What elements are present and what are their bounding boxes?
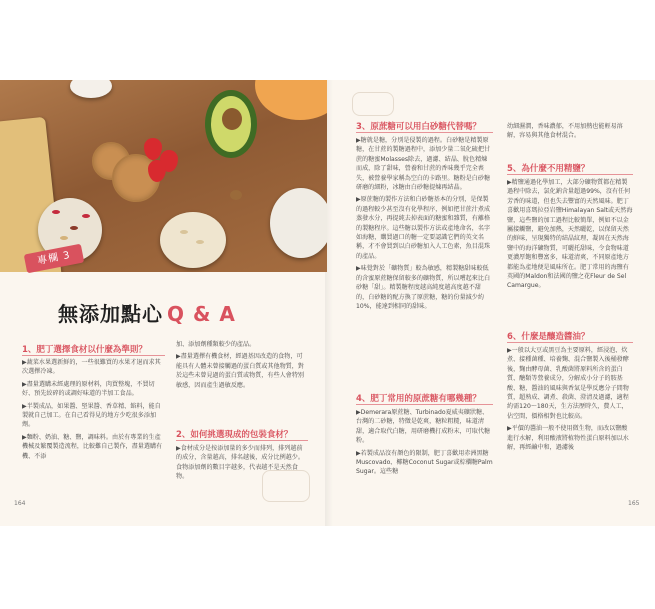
strawberry <box>148 160 166 182</box>
page-number-left: 164 <box>14 500 26 507</box>
question-4-body <box>356 408 493 477</box>
question-3-body <box>356 136 493 311</box>
column-badge: 專欄 3 <box>24 244 85 274</box>
page-number-right: 165 <box>628 500 640 507</box>
question-4-continued <box>507 122 633 141</box>
paragraph: ▶一般以大豆或黑豆為主要原料，經浸泡、炊煮、接種菌種、培養麴、混合鹽製入後桶發酵後，麴由酵母菌、乳酸菌將原料所含的蛋白質、醣類等營養成分，分解成小分子的胺基酸、糖，醬油的風味與香氣是學反應分子間物質，超熟成、調煮、殺菌、澄清及過濾，適程約需120～180天，生方法歷時久，費人工，佔空間，價格相對也比較高。 <box>507 347 629 420</box>
heading-divider <box>356 404 493 405</box>
seed-bowl <box>70 80 112 98</box>
melon-slice <box>255 80 327 120</box>
paragraph: ▶半製成品，如果醬、堅果醬、香草精、餡料，能自製就自己加工。在自己看得見的地方少吃很多添加劑。 <box>22 402 161 429</box>
question-3-heading: 3、原蔗糖可以用白砂糖代替嗎？ <box>356 122 481 132</box>
paragraph: ▶味覺對於「礦物質」較為敏感，精製糖甜味較低的含蜜原蔗糖保留較多的礦物質，所以嚐起來比白砂糖「甜」。精製糖程度越高純度越高度越不甜的，白砂糖的配方換了原蔗糖，糖的份量減少約10%，能達到相同的甜味。 <box>356 265 491 310</box>
cranberry <box>52 210 60 214</box>
sunflower-seed <box>196 240 204 244</box>
avocado-pit <box>222 108 242 130</box>
question-6-body <box>507 346 633 452</box>
paragraph: ▶精鹽通過化學加工，大部分礦物質都在精製過程中除去，氯化鈉含量超過99%，沒有任何芳香的味道，但也失去豐富的天然風味。肥丁喜歡用喜瑪拉亞岩鹽Himalayan Salt或天然海鹽，這些鹽的加工過程比較簡單，例如不以金屬接觸鹽，避免加熱，天然曬乾，以保留天然的鮮味，呈現獨特的結晶紋理，凝固在天然海鹽中的海洋礦物質，可曬托甜味，令食物味道更濃厚飽和豐富多，味道清爽，不同原產地方都能為產地便是風味所在。肥丁常用的海鹽有英國的Maldon和法國的鹽之花Fleur de Sel Camargue。 <box>507 179 633 290</box>
heading-divider <box>176 440 308 441</box>
paragraph: ▶糖就是糖，分別是侵製的過程。白砂糖是精製原糖，在甘蔗的製糖過程中，添加少量二氧化硫把甘蔗的糖蜜Molasses除去，過濾、結晶、脫色精煉而成，除了甜味，營養和甘蔗的香味幾乎完全喪失，被營養學家稱為空白的卡路里。糖粉是白砂糖研磨的細粉，冰糖由白砂糖提煉再結晶。 <box>356 137 491 192</box>
question-4-heading: 4、肥丁常用的原蔗糖有哪幾種？ <box>356 394 481 404</box>
paragraph: ▶Demerara原蔗糖、Turbinado夏威夷礦狀糖、台灣的二砂糖，特徵是乾爽，糖粒粗糙，味道淸甜，適合取代白糖，用研磨機打成粉末，可取代糖粉。 <box>356 409 491 445</box>
snack-photo <box>0 80 327 272</box>
walnut <box>230 190 242 200</box>
heading-divider <box>507 174 633 175</box>
oat <box>60 236 68 240</box>
muffin-doodle <box>352 92 394 116</box>
raisin <box>70 226 78 230</box>
title-text: 無添加點心 <box>58 302 163 326</box>
paragraph: ▶原蔗糖的製作方法和白砂糖基本的分別，是保製的過程較少甚至沒有化學程序，例如把甘蔗汁煮成蒸發水分，再提純去掉表面的糖蜜和雜質，有離格的製糖程序。這些糖以製作方法或產地命名，名字如海糖，購買過口的糖一定要認識它們的英文名稱，才不會買到以白砂糖加入人工色素，魚目混珠的產品。 <box>356 196 491 260</box>
paragraph: ▶蔬菜水果選新鮮的，一些很難買的水果才退而求其次選擇冷凍。 <box>22 359 161 376</box>
cranberry <box>82 214 90 218</box>
paragraph: ▶盡量選購未經處理的原材料，肉買整塊，不買切好、預先絞碎的或調好味道的半加工食品。 <box>22 380 155 398</box>
paragraph: 加、添加劑種類較少的產品。 <box>176 341 256 348</box>
question-1-body <box>22 358 165 461</box>
paragraph: ▶若製成品沒有顏色的限制，肥丁喜歡用赤洲黑糖Muscovado、椰糖Coconut Sugar或棕櫚糖Palm Sugar。這些糖 <box>356 449 493 476</box>
paragraph: ▶麵粉、奶油、糖、鹽，調味料。由於有專業的生產機械及繁覆製造流程，比較難自己製作，盡量選購有機、不添 <box>22 433 163 460</box>
heading-divider <box>507 342 633 343</box>
paragraph: 幼細濕潤，香味濃郁，不用加熱也能輕易溶解，容易與其他食材混合。 <box>507 123 623 140</box>
heading-divider <box>356 132 493 133</box>
question-5-body <box>507 178 633 291</box>
paragraph: ▶平價的醬油一般不使用微生物，而改以鹽酸進行水解，利用酸液將植物性蛋白原料加以水解，再經鹼中和，過濾後 <box>507 425 629 452</box>
heading-divider <box>22 355 165 356</box>
question-6-heading: 6、什麼是釀造醬油？ <box>507 332 590 342</box>
title-accent: Q & A <box>167 302 236 326</box>
page-title <box>58 298 236 327</box>
question-2-heading: 2、如何挑選現成的包裝食材？ <box>176 430 293 440</box>
sunflower-seed <box>180 230 188 234</box>
paragraph: ▶食材成分是按添加量的多少而排列，排列越前的成分，含量越高，排名越後，成分比例越少。食物添加劑的數目字越多，代表越不是天然食物。 <box>176 445 304 481</box>
question-1-continued <box>176 340 308 390</box>
cake-doodle <box>262 470 310 502</box>
question-1-heading: 1、肥丁選擇食材以什麼為準則？ <box>22 345 147 355</box>
paragraph: ▶盡量選擇有機食材，經過基因改造的食物，可能具有人體未曾接觸過的蛋白質或其他物質，對於這些未曾見過的蛋白質或物質，有些人會特別敏感，因而產生過敏反應。 <box>176 353 304 389</box>
question-5-heading: 5、為什麼不用精鹽？ <box>507 164 590 174</box>
coconut-bowl <box>270 188 327 258</box>
sunflower-seed-bowl <box>160 212 226 268</box>
